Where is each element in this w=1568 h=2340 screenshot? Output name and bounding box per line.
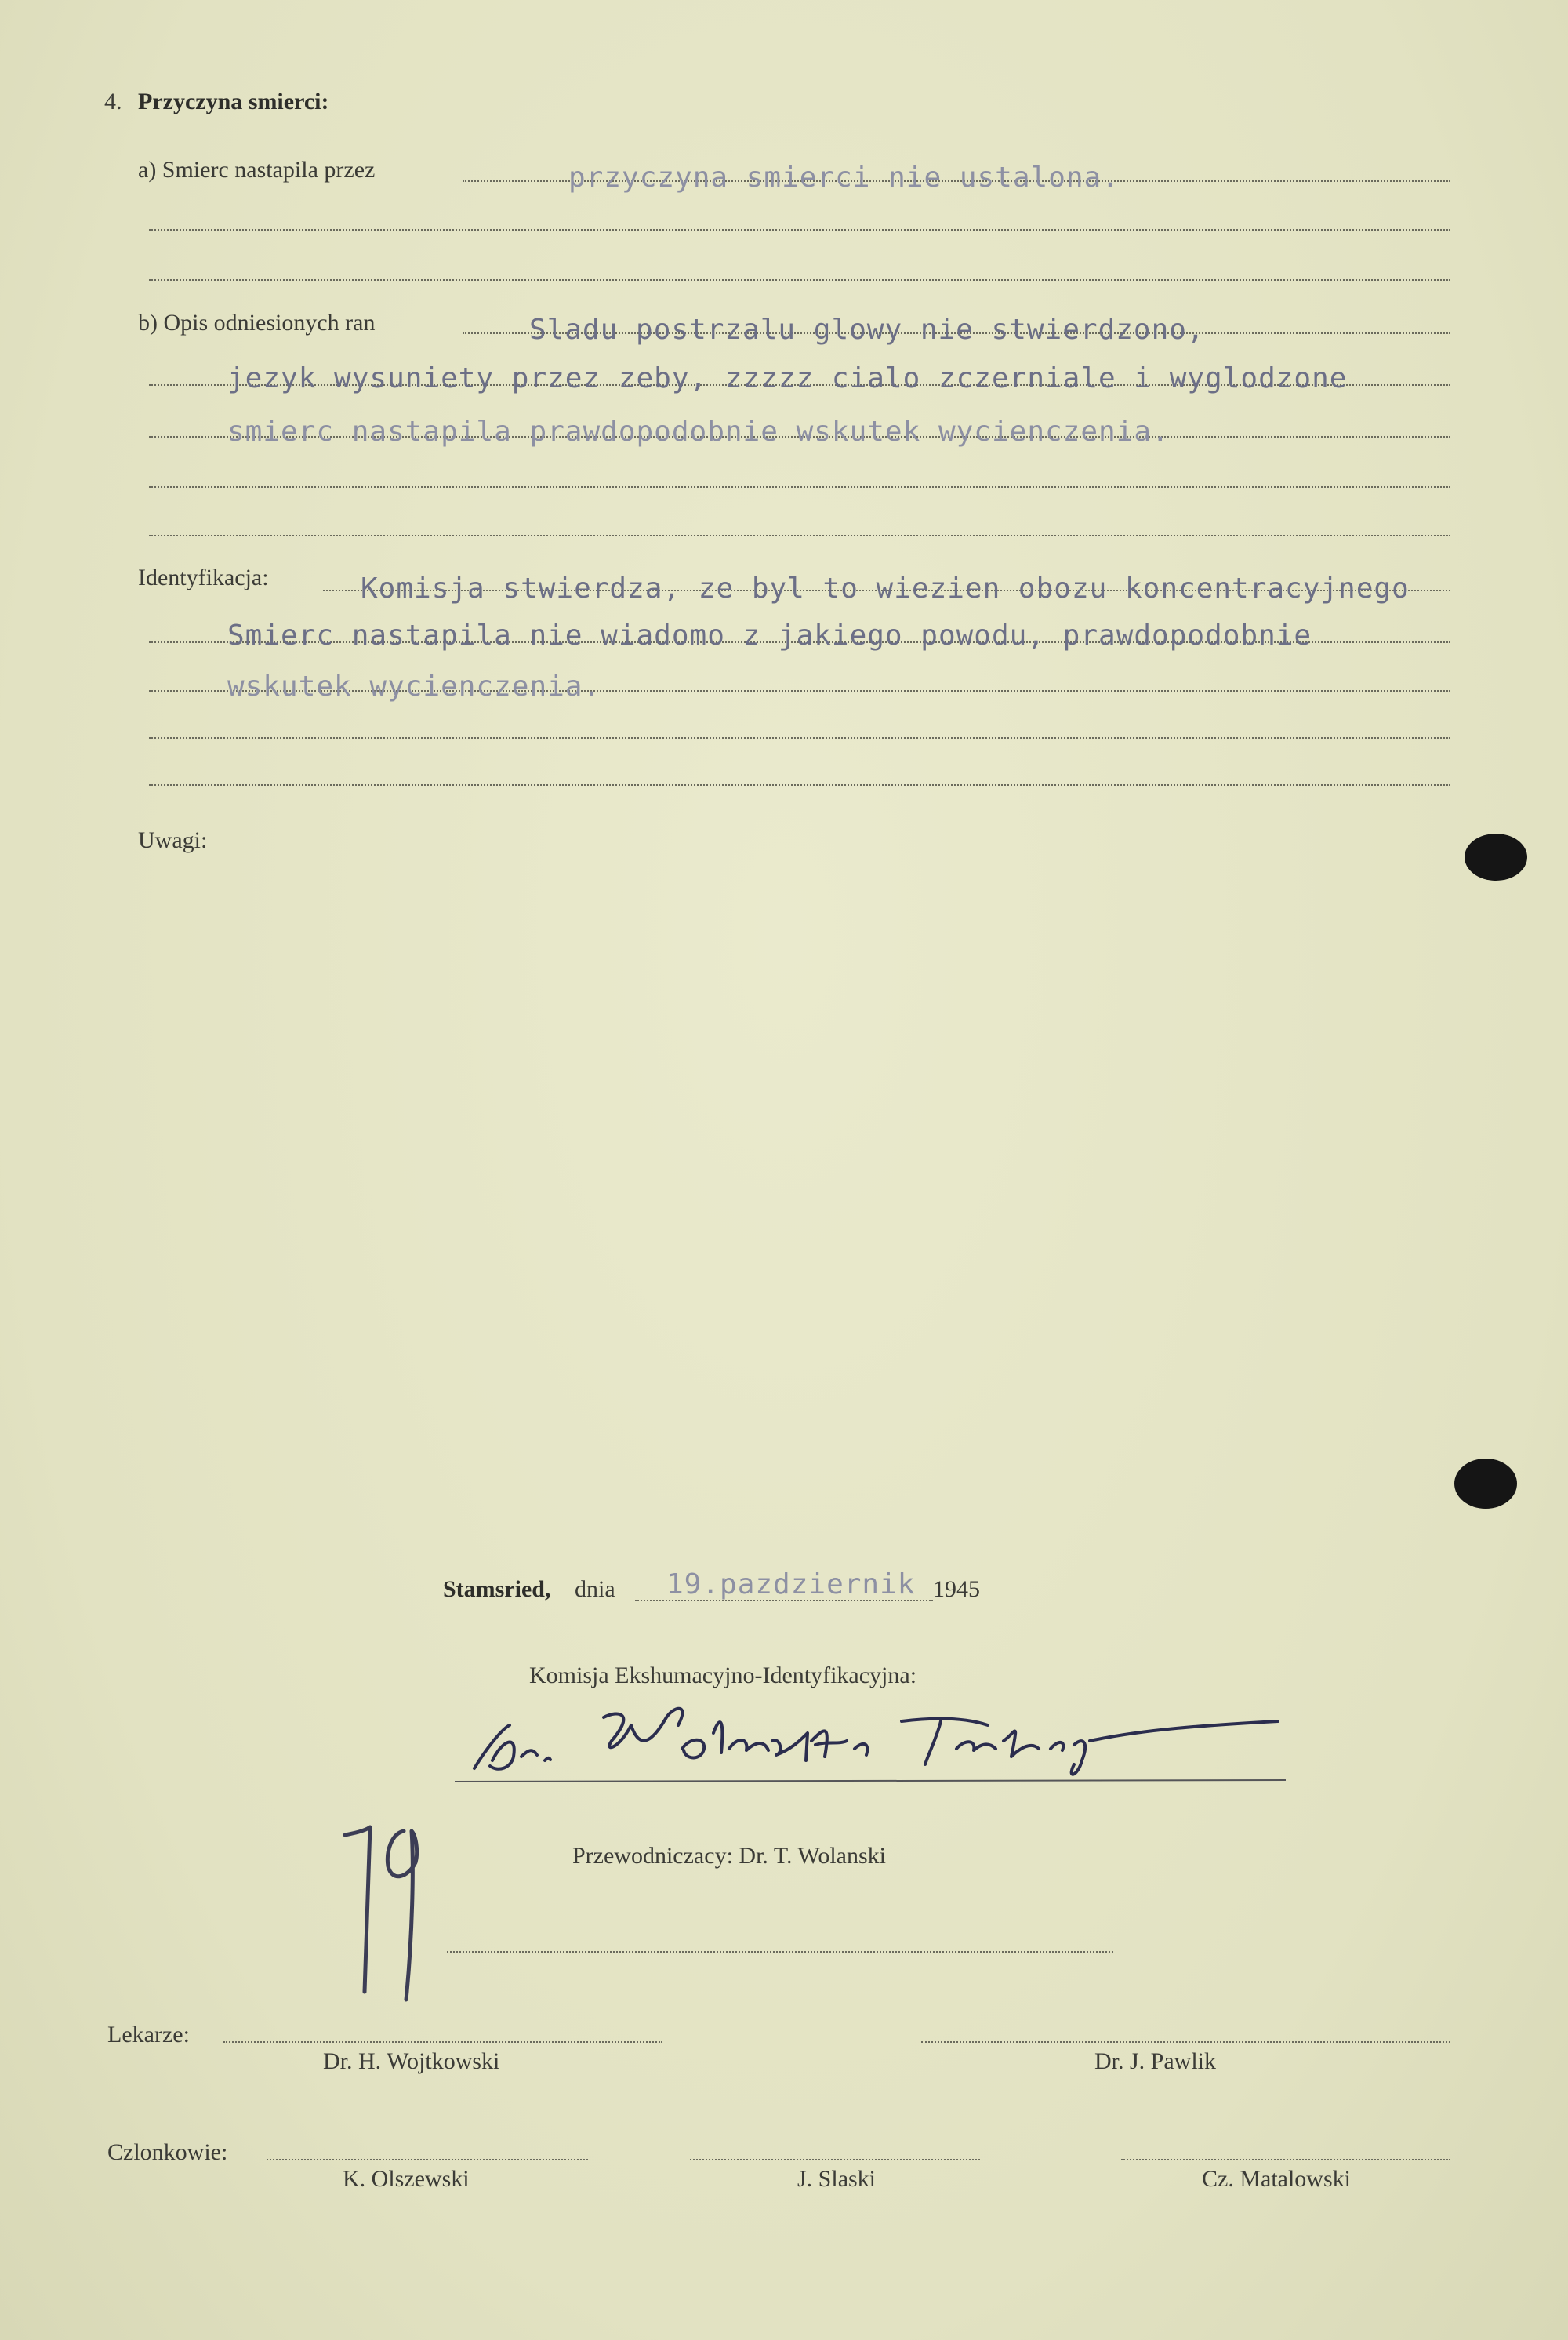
dotted-line [223, 2041, 662, 2043]
members-label: Czlonkowie: [107, 2139, 228, 2165]
wounds-label: b) Opis odniesionych ran [138, 310, 376, 336]
section-number: 4. [104, 89, 122, 114]
identification-line-3: wskutek wycienczenia. [227, 670, 601, 703]
dotted-line [149, 535, 1450, 536]
commission-title: Komisja Ekshumacyjno-Identyfikacyjna: [529, 1662, 917, 1688]
date-typed: 19.pazdziernik [666, 1568, 916, 1601]
day-label: dnia [575, 1576, 615, 1602]
identification-line-1: Komisja stwierdza, ze byl to wiezien obozu koncentracyjnego [361, 572, 1410, 605]
doctor-name-2: Dr. J. Pawlik [1094, 2048, 1217, 2074]
chairman-label: Przewodniczacy: Dr. T. Wolanski [572, 1843, 886, 1869]
dotted-line [921, 2041, 1450, 2043]
dotted-line [447, 1951, 1113, 1953]
handwritten-number-79 [337, 1819, 439, 2039]
member-name-3: Cz. Matalowski [1202, 2166, 1351, 2192]
wounds-line-1: Sladu postrzalu glowy nie stwierdzono, [529, 314, 1205, 346]
wounds-line-3: smierc nastapila prawdopodobnie wskutek wycienczenia. [227, 416, 1170, 448]
chairman-signature [455, 1694, 1286, 1788]
dotted-line [149, 279, 1450, 281]
place-name: Stamsried, [443, 1576, 551, 1602]
doctor-name-1: Dr. H. Wojtkowski [323, 2048, 500, 2074]
member-name-1: K. Olszewski [343, 2166, 470, 2192]
wounds-line-2: jezyk wysuniety przez zeby, zzzzz cialo zczerniale i wyglodzone [227, 362, 1348, 394]
identification-label: Identyfikacja: [138, 565, 269, 590]
punch-hole [1454, 1459, 1517, 1509]
dotted-line [1121, 2159, 1450, 2160]
identification-line-2: Smierc nastapila nie wiadomo z jakiego powodu, prawdopodobnie [227, 620, 1312, 652]
remarks-label: Uwagi: [138, 827, 208, 853]
dotted-line [149, 486, 1450, 488]
dotted-line [690, 2159, 980, 2160]
cause-label: a) Smierc nastapila przez [138, 157, 376, 183]
doctors-label: Lekarze: [107, 2022, 190, 2048]
dotted-line [267, 2159, 588, 2160]
section-title: Przyczyna smierci: [138, 89, 329, 114]
member-name-2: J. Slaski [797, 2166, 877, 2192]
dotted-line [149, 737, 1450, 739]
year: 1945 [933, 1576, 980, 1602]
cause-value: przyczyna smierci nie ustalona. [568, 162, 1120, 194]
dotted-line [149, 784, 1450, 786]
punch-hole [1465, 834, 1527, 881]
dotted-line [149, 229, 1450, 231]
